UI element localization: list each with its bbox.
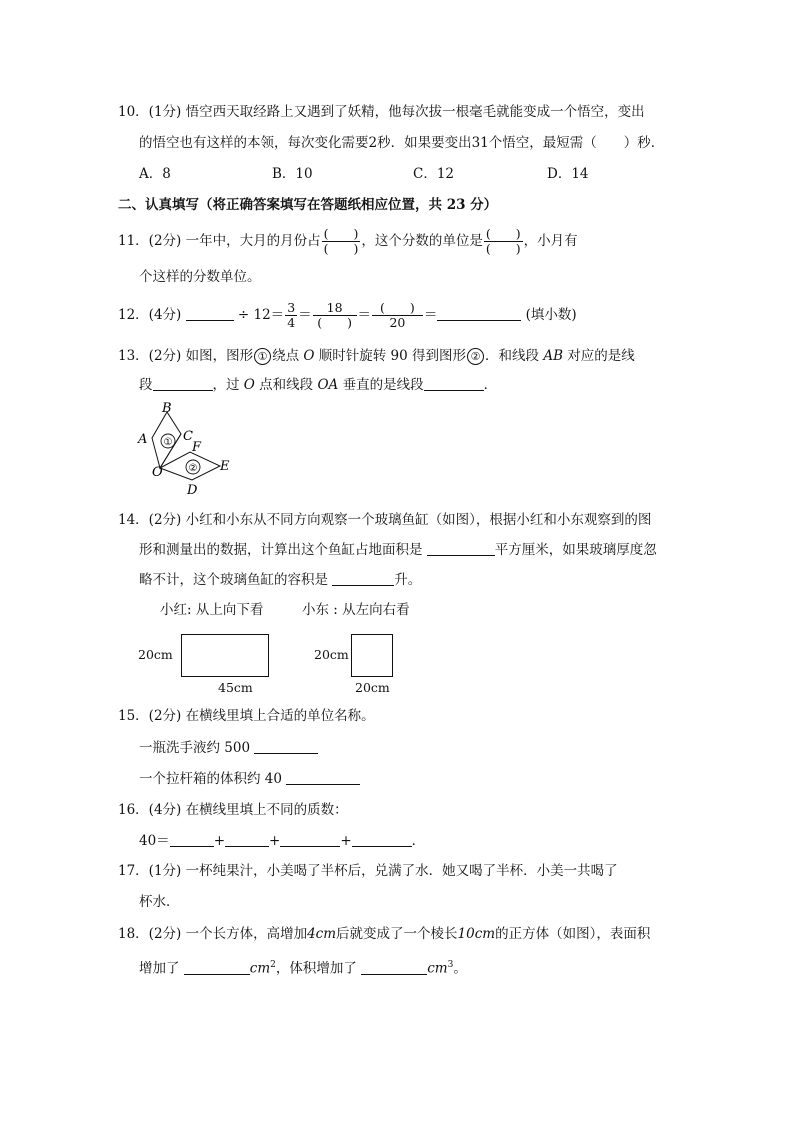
q12-fraction-3: $\frac{( )}{20}$ [372,301,423,330]
q11-prefix: 11．(2分) 一年中，大月的月份占 [118,233,321,249]
xiaodong-view-label: 小东 : 从左向右看 [302,602,410,618]
q15-line3: 一个拉杆箱的体积约 40 [139,770,360,788]
q12-prefix: 12．(4分) [118,307,182,323]
q11-mid: ，这个分数的单位是 [361,233,483,249]
point-f-label: F [192,440,202,455]
q15-blank-2[interactable] [286,770,360,785]
q16-line1: 16．(4分) 在横线里填上不同的质数： [118,802,348,818]
q18-line1: 18．(2分) 一个长方体，高增加4cm后就变成了一个棱长10cm的正方体（如图），表面积 [118,926,651,942]
q18-blank-2[interactable] [361,960,427,975]
q11-suffix: ，小月有 [523,233,578,249]
q14-line3: 略不计，这个玻璃鱼缸的容积是 升。 [139,572,422,588]
q14-line1: 14．(2分) 小红和小东从不同方向观察一个玻璃鱼缸（如图），根据小红和小东观察到的图 [118,512,652,528]
side-view-height-label: 20cm [314,647,349,662]
q13-line2: 段 ，过 O 点和线段 OA 垂直的是线段 ． [139,377,498,393]
q14-line2: 形和测量出的数据，计算出这个鱼缸占地面积是 平方厘米，如果玻璃厚度忽 [139,542,657,558]
q12-fraction-2: $\frac{18}{( )}$ [313,301,357,330]
q16-blank-2[interactable] [225,832,269,847]
q16-line2: 40＝ + + + ． [139,833,426,849]
q16-blank-4[interactable] [352,832,412,847]
q16-blank-1[interactable] [170,832,214,847]
q10-option-a: A．8 [139,166,171,182]
point-c-label: C [183,429,193,444]
shape-2-label: ② [467,348,484,365]
top-view-rectangle [181,634,269,677]
side-view-rectangle [351,634,393,677]
q12-blank-1[interactable] [186,306,234,321]
q15-line1: 15．(2分) 在横线里填上合适的单位名称。 [118,708,375,724]
shape-1-num: ① [163,437,173,448]
q11-line1 [118,227,578,256]
side-view-width-label: 20cm [355,680,390,695]
q14-blank-2[interactable] [332,571,394,586]
q11-fraction-2: $\frac{( )}{( )}$ [485,226,521,256]
point-e-label: E [220,459,230,474]
q13-blank-1[interactable] [153,376,213,391]
point-o-label: O [152,465,163,480]
q12-blank-2[interactable] [437,306,521,321]
q10-option-c: C．12 [413,166,455,182]
q18-line2: 增加了 $cm^2$，体积增加了 $cm^3$。 [139,960,467,977]
q10-option-b: B．10 [272,166,313,182]
shape-2-num: ② [188,463,198,474]
q10-line1: 10．(1分) 悟空西天取经路上又遇到了妖精，他每次拔一根毫毛就能变成一个悟空，变出 [118,104,645,120]
q15-blank-1[interactable] [254,739,318,754]
q17-line2: 杯水． [139,894,180,910]
q16-blank-3[interactable] [280,832,340,847]
q14-blank-1[interactable] [427,541,495,556]
shape-1-label: ① [254,348,271,365]
q11-line2: 个这样的分数单位。 [139,269,261,285]
q11-fraction-1: $\frac{( )}{( )}$ [323,226,359,256]
point-a-label: A [138,432,148,447]
top-view-width-label: 20cm [138,647,173,662]
q10-line2: 的悟空也有这样的本领，每次变化需要2秒．如果要变出31个悟空，最短需（ ）秒． [139,135,665,151]
q12-div: ÷ 12＝ [237,307,285,323]
section2-title: 二、认真填写（将正确答案填写在答题纸相应位置，共 23 分） [118,197,498,213]
point-d-label: D [187,483,198,498]
q12-fraction-1: $\frac{3}{4}$ [287,300,296,330]
q12-line: 12．(4分) ÷ 12＝ $\frac{3}{4}$ ＝ $\frac{18}{( )}$ ＝ $\frac{( )}{20}$ ＝ (填小数) [118,300,577,330]
q15-line2: 一瓶洗手液约 500 [139,739,318,757]
q12-note: (填小数) [525,307,577,323]
point-b-label: B [162,401,172,416]
xiaohong-view-label: 小红: 从上向下看 [160,602,264,618]
rotation-figure [132,400,242,502]
top-view-length-label: 45cm [218,680,253,695]
q17-line1: 17．(1分) 一杯纯果汁，小美喝了半杯后，兑满了水．她又喝了半杯．小美一共喝了 [118,863,618,879]
q13-blank-2[interactable] [424,376,484,391]
q10-option-d: D．14 [547,166,589,182]
q18-blank-1[interactable] [184,960,250,975]
q13-line1: 13．(2分) 如图，图形 ① 绕点 O 顺时针旋转 90 得到图形 ② ．和线段 AB 对应的是线 [118,348,635,364]
